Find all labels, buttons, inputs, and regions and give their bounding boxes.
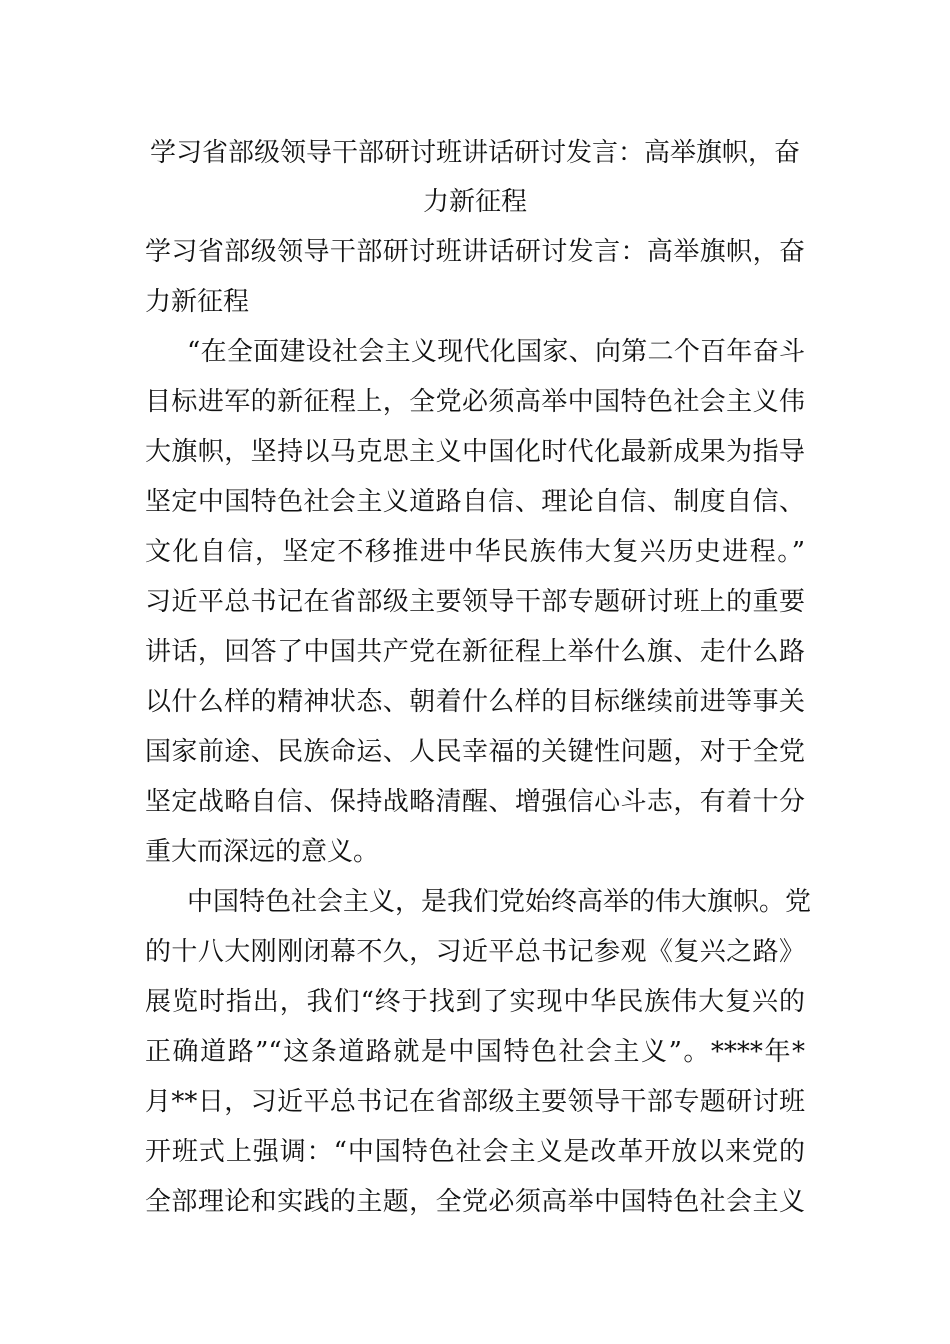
body-line: 月**日，习近平总书记在省部级主要领导干部专题研讨班 [145,1087,805,1117]
body-line: 正确道路”“这条道路就是中国特色社会主义”。****年* [145,1037,805,1067]
body-line: 中国特色社会主义，是我们党始终高举的伟大旗帜。党 [187,887,812,917]
body-line: 开班式上强调：“中国特色社会主义是改革开放以来党的 [145,1137,805,1167]
body-line: 以什么样的精神状态、朝着什么样的目标继续前进等事关 [145,687,805,717]
body-line: 全部理论和实践的主题，全党必须高举中国特色社会主义 [145,1187,805,1217]
body-line: 坚定中国特色社会主义道路自信、理论自信、制度自信、 [145,487,805,517]
body-line: 展览时指出，我们“终于找到了实现中华民族伟大复兴的 [145,987,805,1017]
body-line: 大旗帜，坚持以马克思主义中国化时代化最新成果为指导 [145,437,805,467]
document-title-line-1: 学习省部级领导干部研讨班讲话研讨发言：高举旗帜，奋 [149,138,800,168]
body-line: 文化自信，坚定不移推进中华民族伟大复兴历史进程。” [145,537,805,567]
body-line: “在全面建设社会主义现代化国家、向第二个百年奋斗 [187,337,805,367]
document-title-line-2: 力新征程 [422,187,527,217]
body-line: 重大而深远的意义。 [145,837,380,867]
body-line: 讲话，回答了中国共产党在新征程上举什么旗、走什么路 [145,637,805,667]
body-line: 坚定战略自信、保持战略清醒、增强信心斗志，有着十分 [145,787,805,817]
body-line: 学习省部级领导干部研讨班讲话研讨发言：高举旗帜，奋 [145,237,805,267]
body-line: 习近平总书记在省部级主要领导干部专题研讨班上的重要 [145,587,805,617]
body-line: 的十八大刚刚闭幕不久，习近平总书记参观《复兴之路》 [145,937,805,967]
body-line: 目标进军的新征程上，全党必须高举中国特色社会主义伟 [145,387,805,417]
body-line: 国家前途、民族命运、人民幸福的关键性问题，对于全党 [145,737,805,767]
body-line: 力新征程 [145,287,250,317]
